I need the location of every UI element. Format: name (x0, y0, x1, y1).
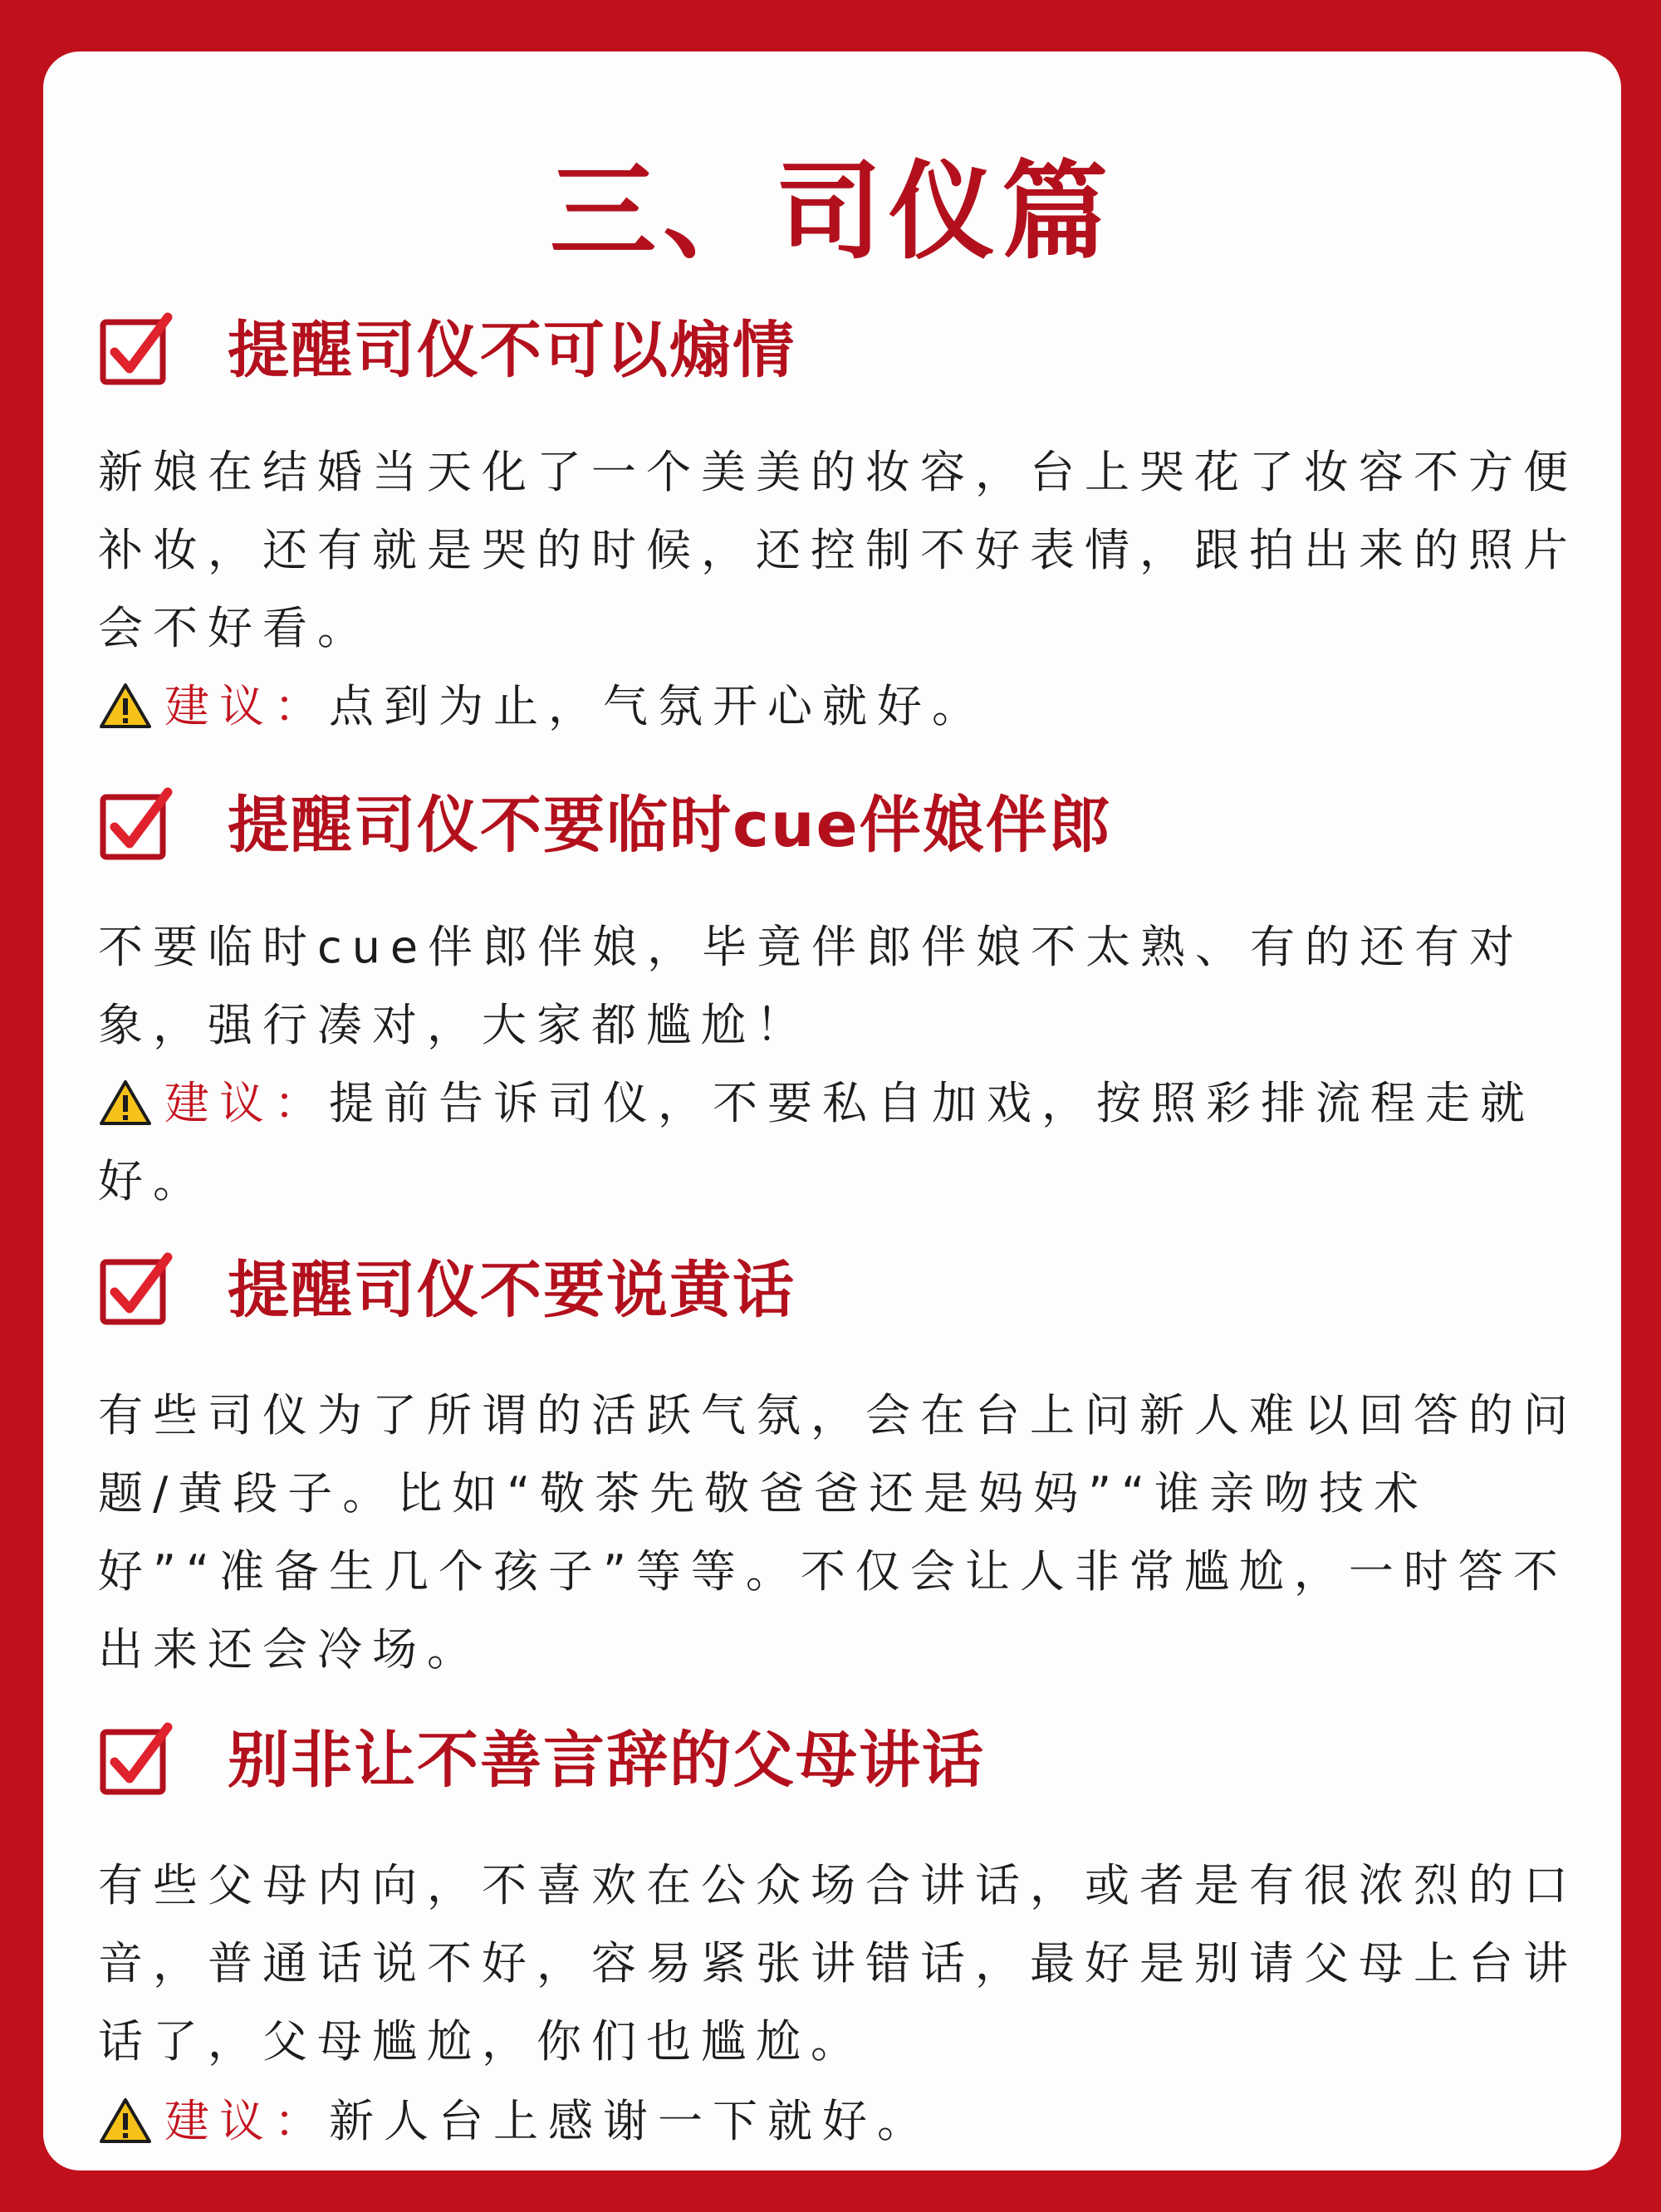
section-4-body: 有些父母内向，不喜欢在公众场合讲话，或者是有很浓烈的口音，普通话说不好，容易紧张讲错话，最好是别请父母上台讲话了，父母尴尬，你们也尴尬。 (98, 1859, 1578, 2068)
tip-text: 点到为止，气氛开心就好。 (329, 680, 987, 732)
tip-text: 新人台上感谢一下就好。 (329, 2095, 932, 2147)
warning-triangle-icon (98, 1079, 153, 1127)
checked-box-icon (98, 785, 174, 862)
section-3-body: 有些司仪为了所谓的活跃气氛，会在台上问新人难以回答的问题/黄段子。比如“敬茶先敬爸爸还是妈妈”“谁亲吻技术好”“准备生几个孩子”等等。不仅会让人非常尴尬，一时答不出来还会冷场。 (98, 1389, 1578, 1676)
tip-label: 建议： (164, 680, 329, 732)
warning-triangle-icon (98, 682, 153, 730)
warning-triangle-icon (98, 2097, 153, 2145)
section-title: 提醒司仪不可以煽情 (228, 315, 796, 386)
tip-label: 建议： (164, 2095, 329, 2147)
checked-box-icon (98, 1250, 174, 1327)
section-1-tip (98, 668, 1593, 746)
section-title: 提醒司仪不要临时cue伴娘伴郎 (228, 790, 1112, 861)
section-1-body: 新娘在结婚当天化了一个美美的妆容，台上哭花了妆容不方便补妆，还有就是哭的时候，还控制不好表情，跟拍出来的照片会不好看。 (98, 446, 1578, 654)
page-title: 三、司仪篇 (549, 150, 1115, 274)
section-title: 提醒司仪不要说黄话 (228, 1255, 796, 1326)
checked-box-icon (98, 311, 174, 387)
section-2-body: 不要临时cue伴郎伴娘，毕竟伴郎伴娘不太熟、有的还有对象，强行凑对，大家都尴尬！ (98, 921, 1525, 1051)
tip-text: 提前告诉司仪，不要私自加戏，按照彩排流程走就好。 (98, 1077, 1535, 1207)
section-title: 别非让不善言辞的父母讲话 (228, 1725, 985, 1796)
section-2-tip (98, 1064, 1593, 1221)
tip-label: 建议： (164, 1077, 329, 1129)
section-4-tip (98, 2082, 1593, 2161)
content-card (43, 51, 1621, 2170)
checked-box-icon (98, 1720, 174, 1797)
